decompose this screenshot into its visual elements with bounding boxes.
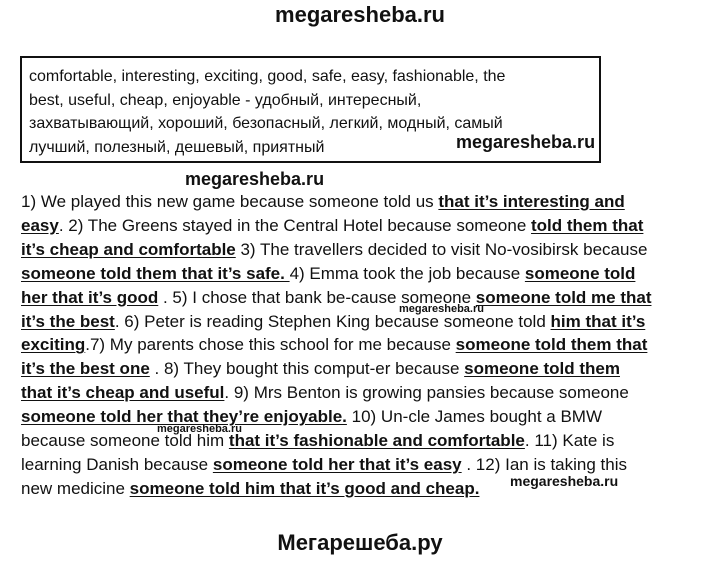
exercise-line	[21, 286, 697, 310]
answer-phrase: that it’s interesting and	[438, 192, 625, 211]
answer-phrase: that it’s cheap and useful	[21, 383, 225, 403]
watermark-right: megaresheba.ru	[456, 132, 596, 152]
exercise-line	[21, 190, 697, 214]
exercise-line	[21, 381, 697, 405]
answer-phrase: it’s the best	[21, 311, 115, 331]
watermark-small: megaresheba.ru	[510, 473, 619, 489]
answer-phrase: someone told them that	[455, 335, 648, 355]
exercise-line	[21, 429, 697, 453]
answer-phrase: someone told her that they’re enjoyable.	[21, 407, 347, 427]
vocab-line: best, useful, cheap, enjoyable - удобный, интересный,	[29, 91, 422, 109]
sentence-text: new medicine	[21, 478, 130, 498]
site-header-title: megaresheba.ru	[275, 2, 445, 27]
vocab-line: лучший, полезный, дешевый, приятный	[29, 138, 325, 156]
exercise-line	[21, 238, 697, 262]
answer-phrase: it’s cheap and comfortable	[21, 239, 236, 259]
answer-phrase: him that it’s	[550, 311, 646, 331]
vocab-line: захватывающий, хороший, безопасный, легкий, модный, самый	[29, 115, 503, 132]
vocab-line: comfortable, interesting, exciting, good, safe, easy, fashionable, the	[29, 68, 506, 85]
exercise-answers	[21, 190, 697, 501]
exercise-line	[21, 333, 697, 357]
sentence-text: . 5) I chose that bank be-cause someone	[158, 287, 476, 307]
sentence-text: . 8) They bought this comput-er because	[149, 359, 465, 379]
answer-phrase: someone told me that	[475, 287, 652, 307]
sentence-text: . 12) Ian is taking this	[461, 454, 628, 474]
answer-phrase: exciting	[21, 335, 86, 355]
sentence-text: . 2) The Greens stayed in the Central Hotel because someone	[58, 215, 532, 235]
sentence-text: . 11) Kate is	[524, 431, 615, 451]
sentence-text: 4) Emma took the job because	[289, 263, 525, 283]
exercise-line	[21, 405, 697, 429]
sentence-text: because someone told him	[21, 431, 229, 451]
sentence-text: . 9) Mrs Benton is growing pansies because someone	[224, 383, 629, 403]
sentence-text: 3) The travellers decided to visit No-vosibirsk because	[235, 239, 648, 259]
answer-phrase: someone told him that it’s good and cheap.	[129, 478, 480, 498]
answer-phrase: easy	[21, 215, 59, 235]
footer-title: Мегарешеба.ру	[277, 530, 443, 555]
exercise-line	[21, 310, 697, 334]
answer-phrase: someone told them that it’s safe.	[21, 263, 290, 283]
sentence-text: . 6) Peter is reading Stephen King because someone told	[114, 311, 551, 331]
exercise-line	[21, 214, 697, 238]
sentence-text: .7) My parents chose this school for me because	[85, 335, 456, 355]
answer-phrase: someone told her that it’s easy	[212, 454, 462, 474]
answer-phrase: that it’s fashionable and comfortable	[228, 431, 525, 451]
answer-phrase: it’s the best one	[21, 359, 150, 379]
watermark-small: megaresheba.ru	[399, 303, 484, 315]
exercise-line	[21, 357, 697, 381]
sentence-text: 10) Un-cle James bought a BMW	[346, 407, 603, 427]
sentence-text: learning Danish because	[21, 454, 213, 474]
watermark-small: megaresheba.ru	[157, 423, 242, 435]
answer-phrase: told them that	[531, 215, 644, 235]
answer-phrase: someone told	[524, 263, 636, 283]
answer-phrase: her that it’s good	[21, 287, 159, 307]
sentence-text: 1) We played this new game because someone told us	[21, 192, 439, 211]
exercise-line	[21, 262, 697, 286]
watermark-left: megaresheba.ru	[185, 169, 325, 189]
answer-phrase: someone told them	[464, 359, 620, 379]
